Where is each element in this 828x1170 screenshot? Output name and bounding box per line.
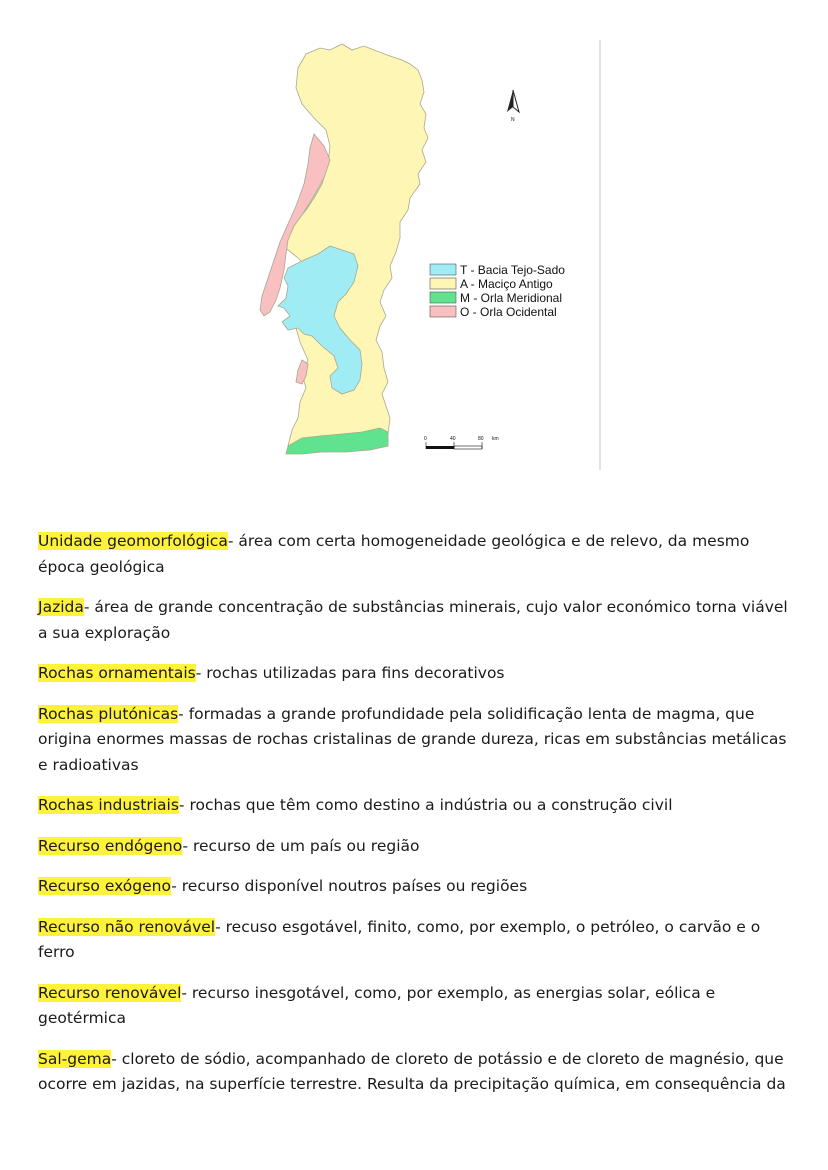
glossary-definition: - rochas utilizadas para fins decorativos bbox=[195, 664, 505, 682]
glossary-definition: - cloreto de sódio, acompanhado de cloreto de potássio e de cloreto de magnésio, que ocorre em jazidas, na superfície terrestre. Resulta da precipitação química, em consequência da bbox=[38, 1049, 786, 1093]
legend-swatch bbox=[430, 306, 456, 317]
north-label: N bbox=[511, 117, 515, 123]
legend-item bbox=[430, 277, 553, 291]
legend-label: O - Orla Ocidental bbox=[460, 305, 557, 319]
scale-label: km bbox=[492, 436, 499, 442]
glossary-definition: - recurso de um país ou região bbox=[182, 836, 420, 855]
legend-swatch bbox=[430, 292, 456, 303]
glossary-entry bbox=[38, 915, 793, 966]
north-arrow-icon bbox=[507, 90, 519, 123]
legend-label: T - Bacia Tejo-Sado bbox=[460, 263, 565, 277]
glossary-term: Recurso exógeno bbox=[38, 877, 172, 895]
glossary-term: Recurso não renovável bbox=[38, 917, 216, 936]
glossary-definition: - área com certa homogeneidade geológica e de relevo, da mesmo época geológica bbox=[38, 532, 750, 576]
glossary-entry bbox=[38, 834, 793, 860]
glossary-entry bbox=[38, 529, 793, 580]
glossary-entry bbox=[38, 793, 793, 819]
legend-item bbox=[430, 291, 562, 305]
glossary-term: Recurso endógeno bbox=[38, 836, 183, 855]
portugal-geology-map bbox=[250, 38, 610, 470]
glossary-definition: - recurso disponível noutros países ou regiões bbox=[171, 877, 528, 895]
glossary-definition: - área de grande concentração de substâncias minerais, cujo valor económico torna viável a sua exploração bbox=[38, 598, 788, 642]
legend-item bbox=[430, 305, 557, 319]
scale-bar bbox=[424, 436, 499, 449]
glossary-term: Rochas plutónicas bbox=[38, 704, 179, 723]
glossary-term: Recurso renovável bbox=[38, 983, 182, 1002]
glossary-term: Rochas industriais bbox=[38, 796, 179, 814]
glossary-term: Sal-gema bbox=[38, 1049, 112, 1068]
glossary-entry bbox=[38, 702, 793, 779]
glossary-term: Rochas ornamentais bbox=[38, 664, 196, 682]
scale-label: 0 bbox=[424, 436, 427, 442]
legend-label: A - Maciço Antigo bbox=[460, 277, 553, 291]
legend-swatch bbox=[430, 278, 456, 289]
scale-label: 80 bbox=[478, 436, 484, 442]
geology-map bbox=[250, 38, 610, 470]
glossary-term: Jazida bbox=[38, 598, 84, 616]
glossary-entry bbox=[38, 595, 793, 646]
glossary-entry bbox=[38, 1047, 793, 1098]
legend-swatch bbox=[430, 264, 456, 275]
glossary-definition: - recurso inesgotável, como, por exemplo, as energias solar, eólica e geotérmica bbox=[38, 983, 716, 1027]
glossary-term: Unidade geomorfológica bbox=[38, 532, 228, 550]
scale-label: 40 bbox=[450, 436, 456, 442]
glossary-entry bbox=[38, 874, 793, 900]
glossary-entry bbox=[38, 661, 793, 687]
glossary-entry bbox=[38, 981, 793, 1032]
glossary-definition: - rochas que têm como destino a indústria ou a construção civil bbox=[178, 796, 673, 814]
legend-item bbox=[430, 263, 565, 277]
glossary-list bbox=[38, 529, 793, 1113]
glossary-definition: - recuso esgotável, finito, como, por exemplo, o petróleo, o carvão e o ferro bbox=[38, 917, 761, 961]
map-legend bbox=[430, 263, 565, 319]
legend-label: M - Orla Meridional bbox=[460, 291, 563, 305]
glossary-definition: - formadas a grande profundidade pela solidificação lenta de magma, que origina enormes massas de rochas cristalinas de grande dureza, ricas em substâncias metálicas e radioativas bbox=[38, 704, 787, 774]
